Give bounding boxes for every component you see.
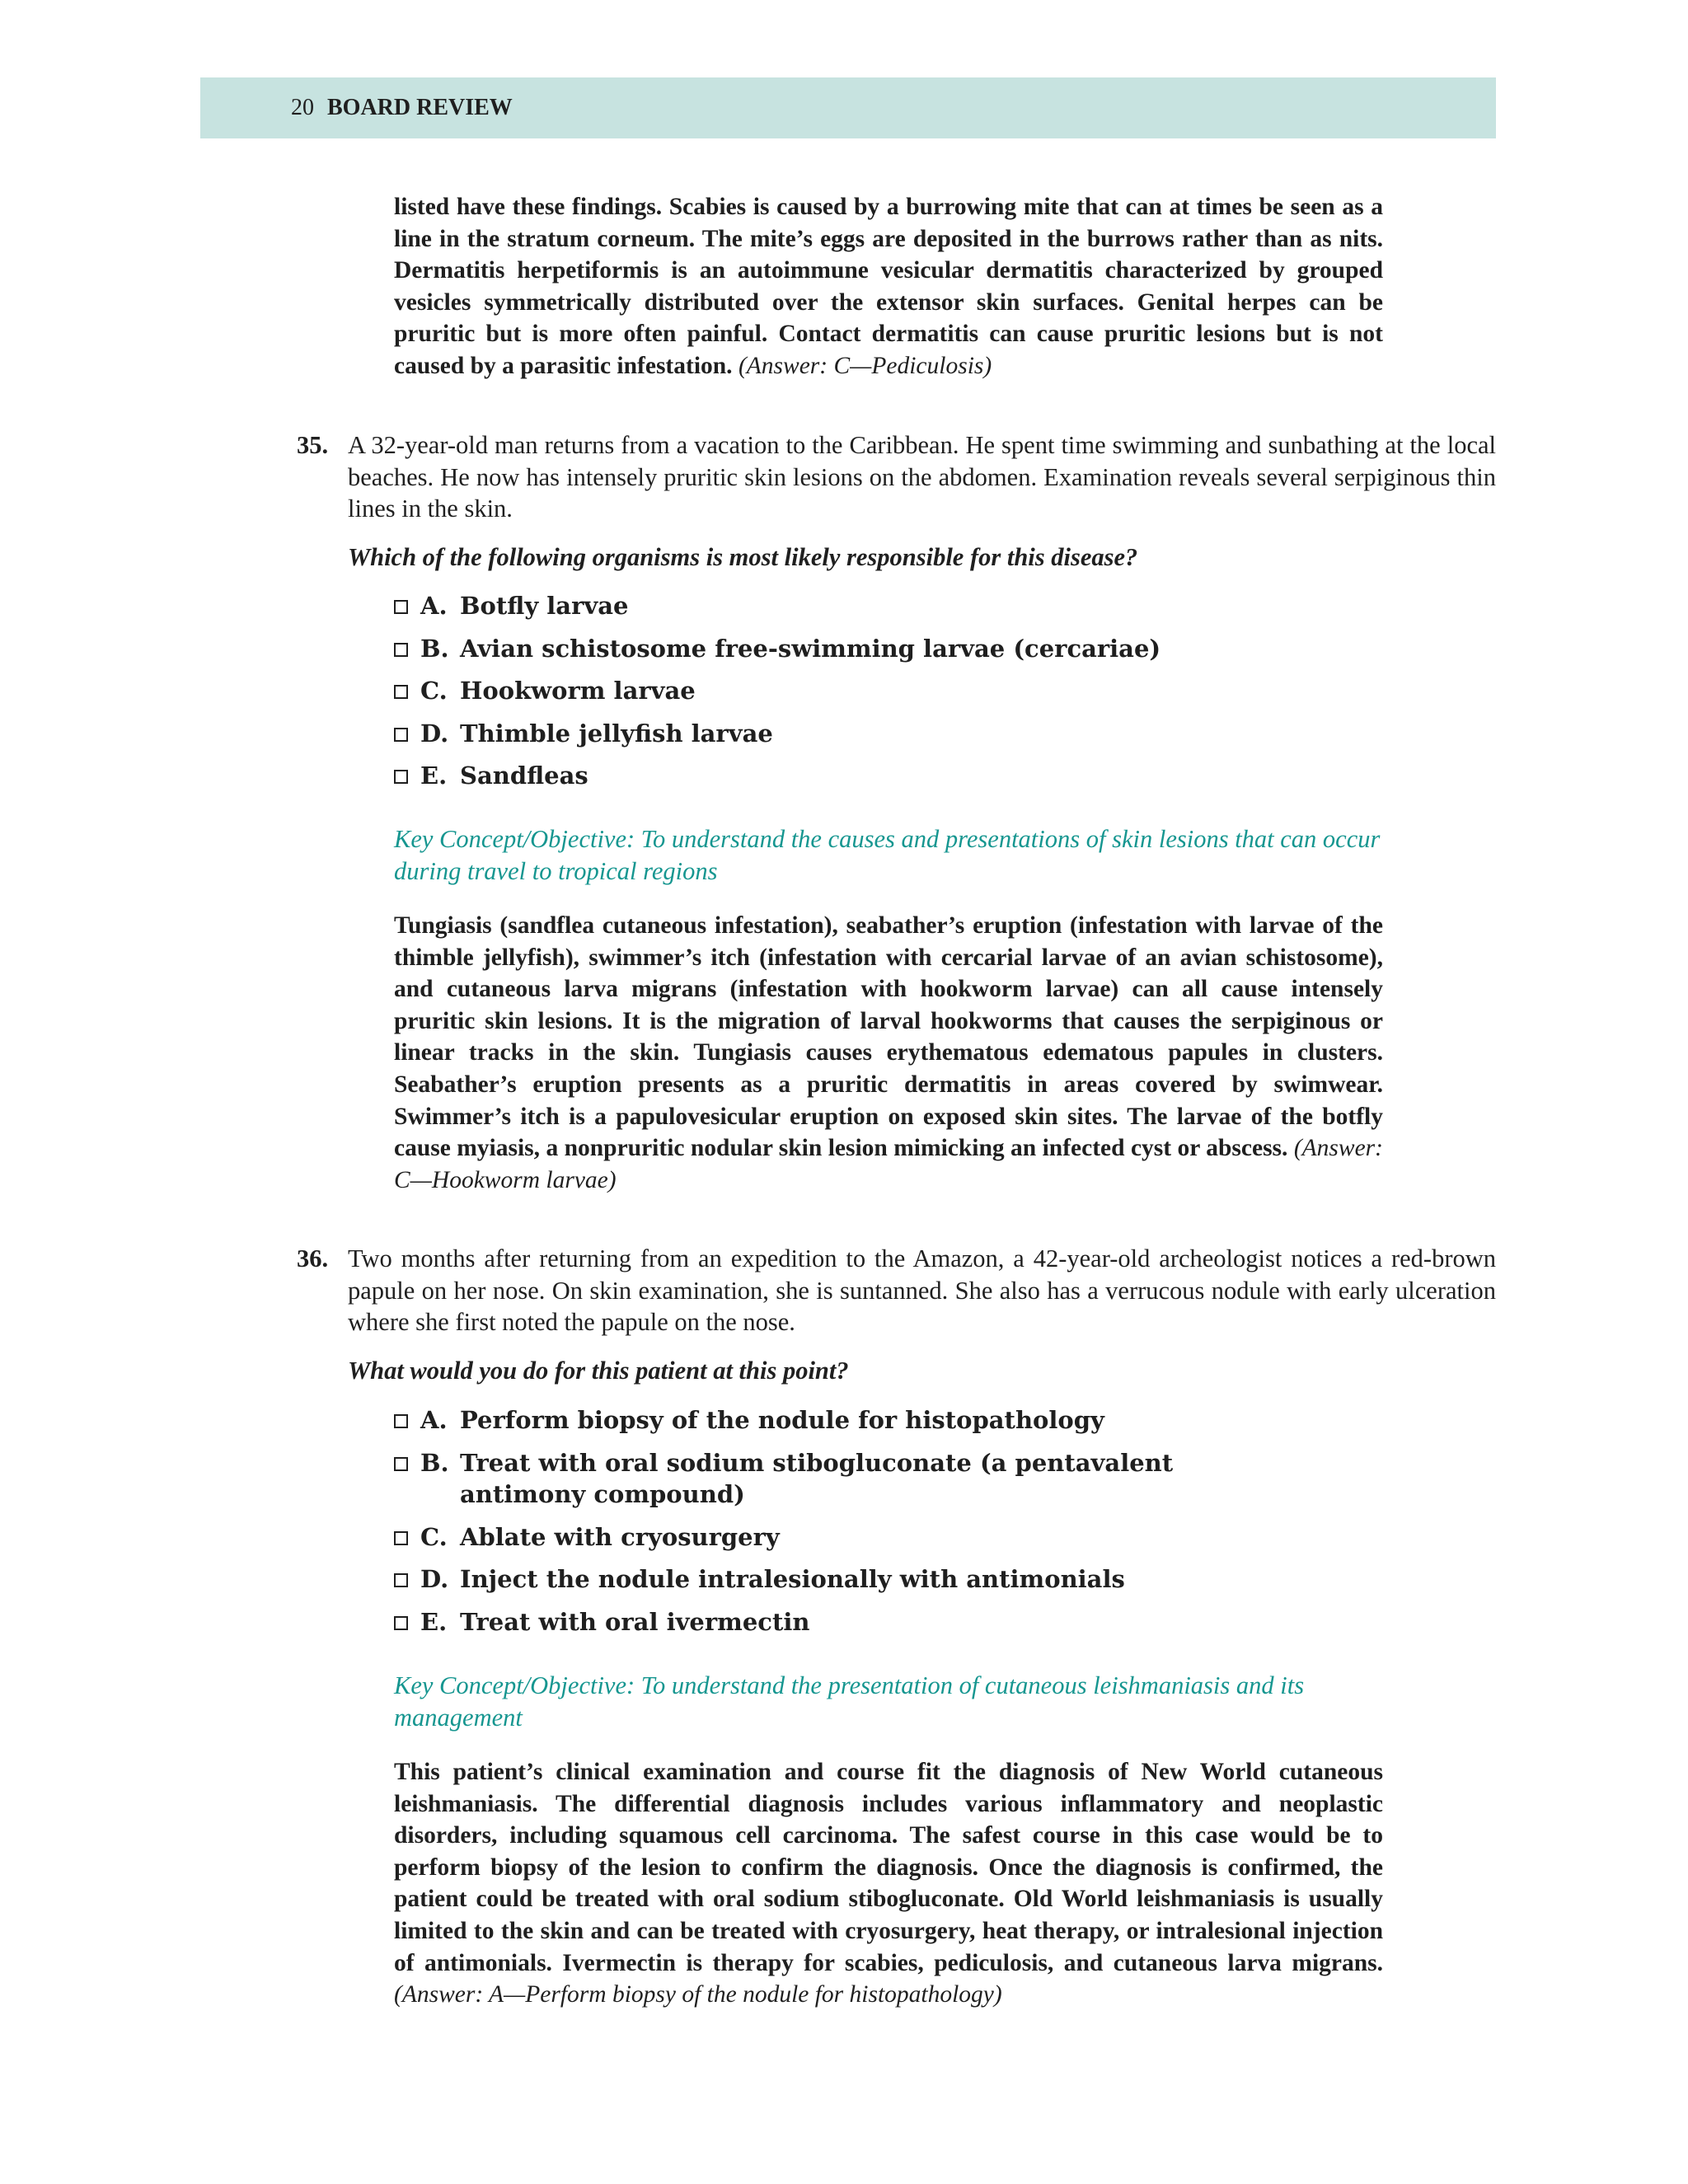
option-letter: A. [420,1406,448,1434]
key-concept-36: Key Concept/Objective: To understand the presentation of cutaneous leishmaniasis and its management [394,1671,1305,1732]
option-text: Treat with oral ivermectin [460,1607,810,1636]
answer-35: (Answer: C—Hookworm larvae) [394,1135,1383,1193]
option-b[interactable] [394,633,1383,665]
explanation-36 [394,1756,1383,2011]
question-prompt: What would you do for this patient at this point? [348,1357,849,1385]
option-e[interactable] [394,1606,1383,1638]
option-letter: B. [420,634,449,663]
option-letter: D. [420,719,449,748]
question-number: 35. [297,431,329,459]
answer-options-35 [394,590,1383,803]
key-concept-35: Key Concept/Objective: To understand the causes and presentations of skin lesions that can occur during travel to tropical regions [394,825,1381,885]
question-number: 36. [297,1244,329,1272]
option-text: Thimble jellyfish larvae [460,719,773,748]
running-head: BOARD REVIEW [327,95,513,120]
checkbox-icon[interactable] [394,643,408,657]
option-letter: D. [420,1565,449,1594]
page-number: 20 [291,95,314,120]
option-letter: E. [420,1607,448,1636]
question-stem: A 32-year-old man returns from a vacation to the Caribbean. He spent time swimming and sunbathing at the local beaches. He now has intensely pruritic skin lesions on the abdomen. Examination reveals several serpiginous thin lines in the skin. [348,431,1496,523]
answer-options-36 [394,1404,1383,1649]
answer-36: (Answer: A—Perform biopsy of the nodule for histopathology) [394,1981,1002,2008]
checkbox-icon[interactable] [394,1457,408,1471]
explanation-text: Tungiasis (sandflea cutaneous infestation), seabather’s eruption (infestation with larvae of the thimble jellyfish), swimmer’s itch (infestation with cercarial larvae of an avian schistosome), and cutaneous larva migrans (infestation with hookworm larvae) can all cause intensely pruritic skin lesions. It is the migration of larval hookworms that causes the serpiginous or linear tracks in the skin. Tungiasis causes erythematous edematous papules in clusters. Seabather’s eruption presents as a pruritic dermatitis in areas covered by swimwear. Swimmer’s itch is a papulovesicular eruption on exposed skin sites. The larvae of the botfly cause myiasis, a nonpruritic nodular skin lesion mimicking an infected cyst or abscess. [394,912,1383,1162]
continuation-answer: (Answer: C—Pediculosis) [738,352,992,379]
option-b[interactable] [394,1447,1383,1511]
option-letter: E. [420,762,448,790]
checkbox-icon[interactable] [394,728,408,742]
option-text: Perform biopsy of the nodule for histopathology [460,1406,1104,1434]
checkbox-icon[interactable] [394,1616,408,1630]
explanation-35 [394,910,1383,1196]
option-d[interactable] [394,718,1383,750]
question-stem: Two months after returning from an expedition to the Amazon, a 42-year-old archeologist notices a red-brown papule on her nose. On skin examination, she is suntanned. She also has a verrucous nodule with early ulceration where she first noted the papule on the nose. [348,1244,1496,1337]
checkbox-icon[interactable] [394,600,408,614]
option-text: Treat with oral sodium stibogluconate (a pentavalent antimony compound) [460,1448,1174,1509]
option-d[interactable] [394,1563,1383,1596]
checkbox-icon[interactable] [394,1414,408,1428]
option-c[interactable] [394,1521,1383,1554]
checkbox-icon[interactable] [394,1531,408,1545]
question-prompt: Which of the following organisms is most likely responsible for this disease? [348,543,1138,571]
continuation-explanation [394,191,1383,382]
option-text: Botfly larvae [460,592,629,620]
option-text: Inject the nodule intralesionally with antimonials [460,1565,1125,1594]
continuation-text: listed have these findings. Scabies is caused by a burrowing mite that can at times be seen as a line in the stratum corneum. The mite’s eggs are deposited in the burrows rather than as nits. Dermatitis herpetiformis is an autoimmune vesicular dermatitis characterized by grouped vesicles symmetrically distributed over the extensor skin surfaces. Genital herpes can be pruritic but is more often painful. Contact dermatitis can cause pruritic lesions but is not caused by a parasitic infestation. [394,194,1383,379]
option-a[interactable] [394,590,1383,622]
option-letter: A. [420,592,448,620]
checkbox-icon[interactable] [394,685,408,699]
option-text: Ablate with cryosurgery [460,1522,780,1551]
option-letter: C. [420,677,448,705]
explanation-text: This patient’s clinical examination and course fit the diagnosis of New World cutaneous leishmaniasis. The differential diagnosis includes various inflammatory and neoplastic disorders, including squamous cell carcinoma. The safest course in this case would be to perform biopsy of the lesion to confirm the diagnosis. Once the diagnosis is confirmed, the patient could be treated with oral sodium stibogluconate. Old World leishmaniasis is usually limited to the skin and can be treated with cryosurgery, heat therapy, or intralesional injection of antimonials. Ivermectin is therapy for scabies, pediculosis, and cutaneous larva migrans. [394,1759,1383,1976]
option-letter: B. [420,1448,449,1477]
checkbox-icon[interactable] [394,770,408,784]
option-letter: C. [420,1522,448,1551]
question-36 [297,1243,1496,1338]
page-header [200,77,1496,138]
option-text: Avian schistosome free-swimming larvae (cercariae) [460,634,1161,663]
question-35 [297,429,1496,525]
option-e[interactable] [394,760,1383,792]
option-a[interactable] [394,1404,1383,1436]
option-text: Sandfleas [460,762,588,790]
checkbox-icon[interactable] [394,1573,408,1587]
option-text: Hookworm larvae [460,677,696,705]
option-c[interactable] [394,675,1383,707]
